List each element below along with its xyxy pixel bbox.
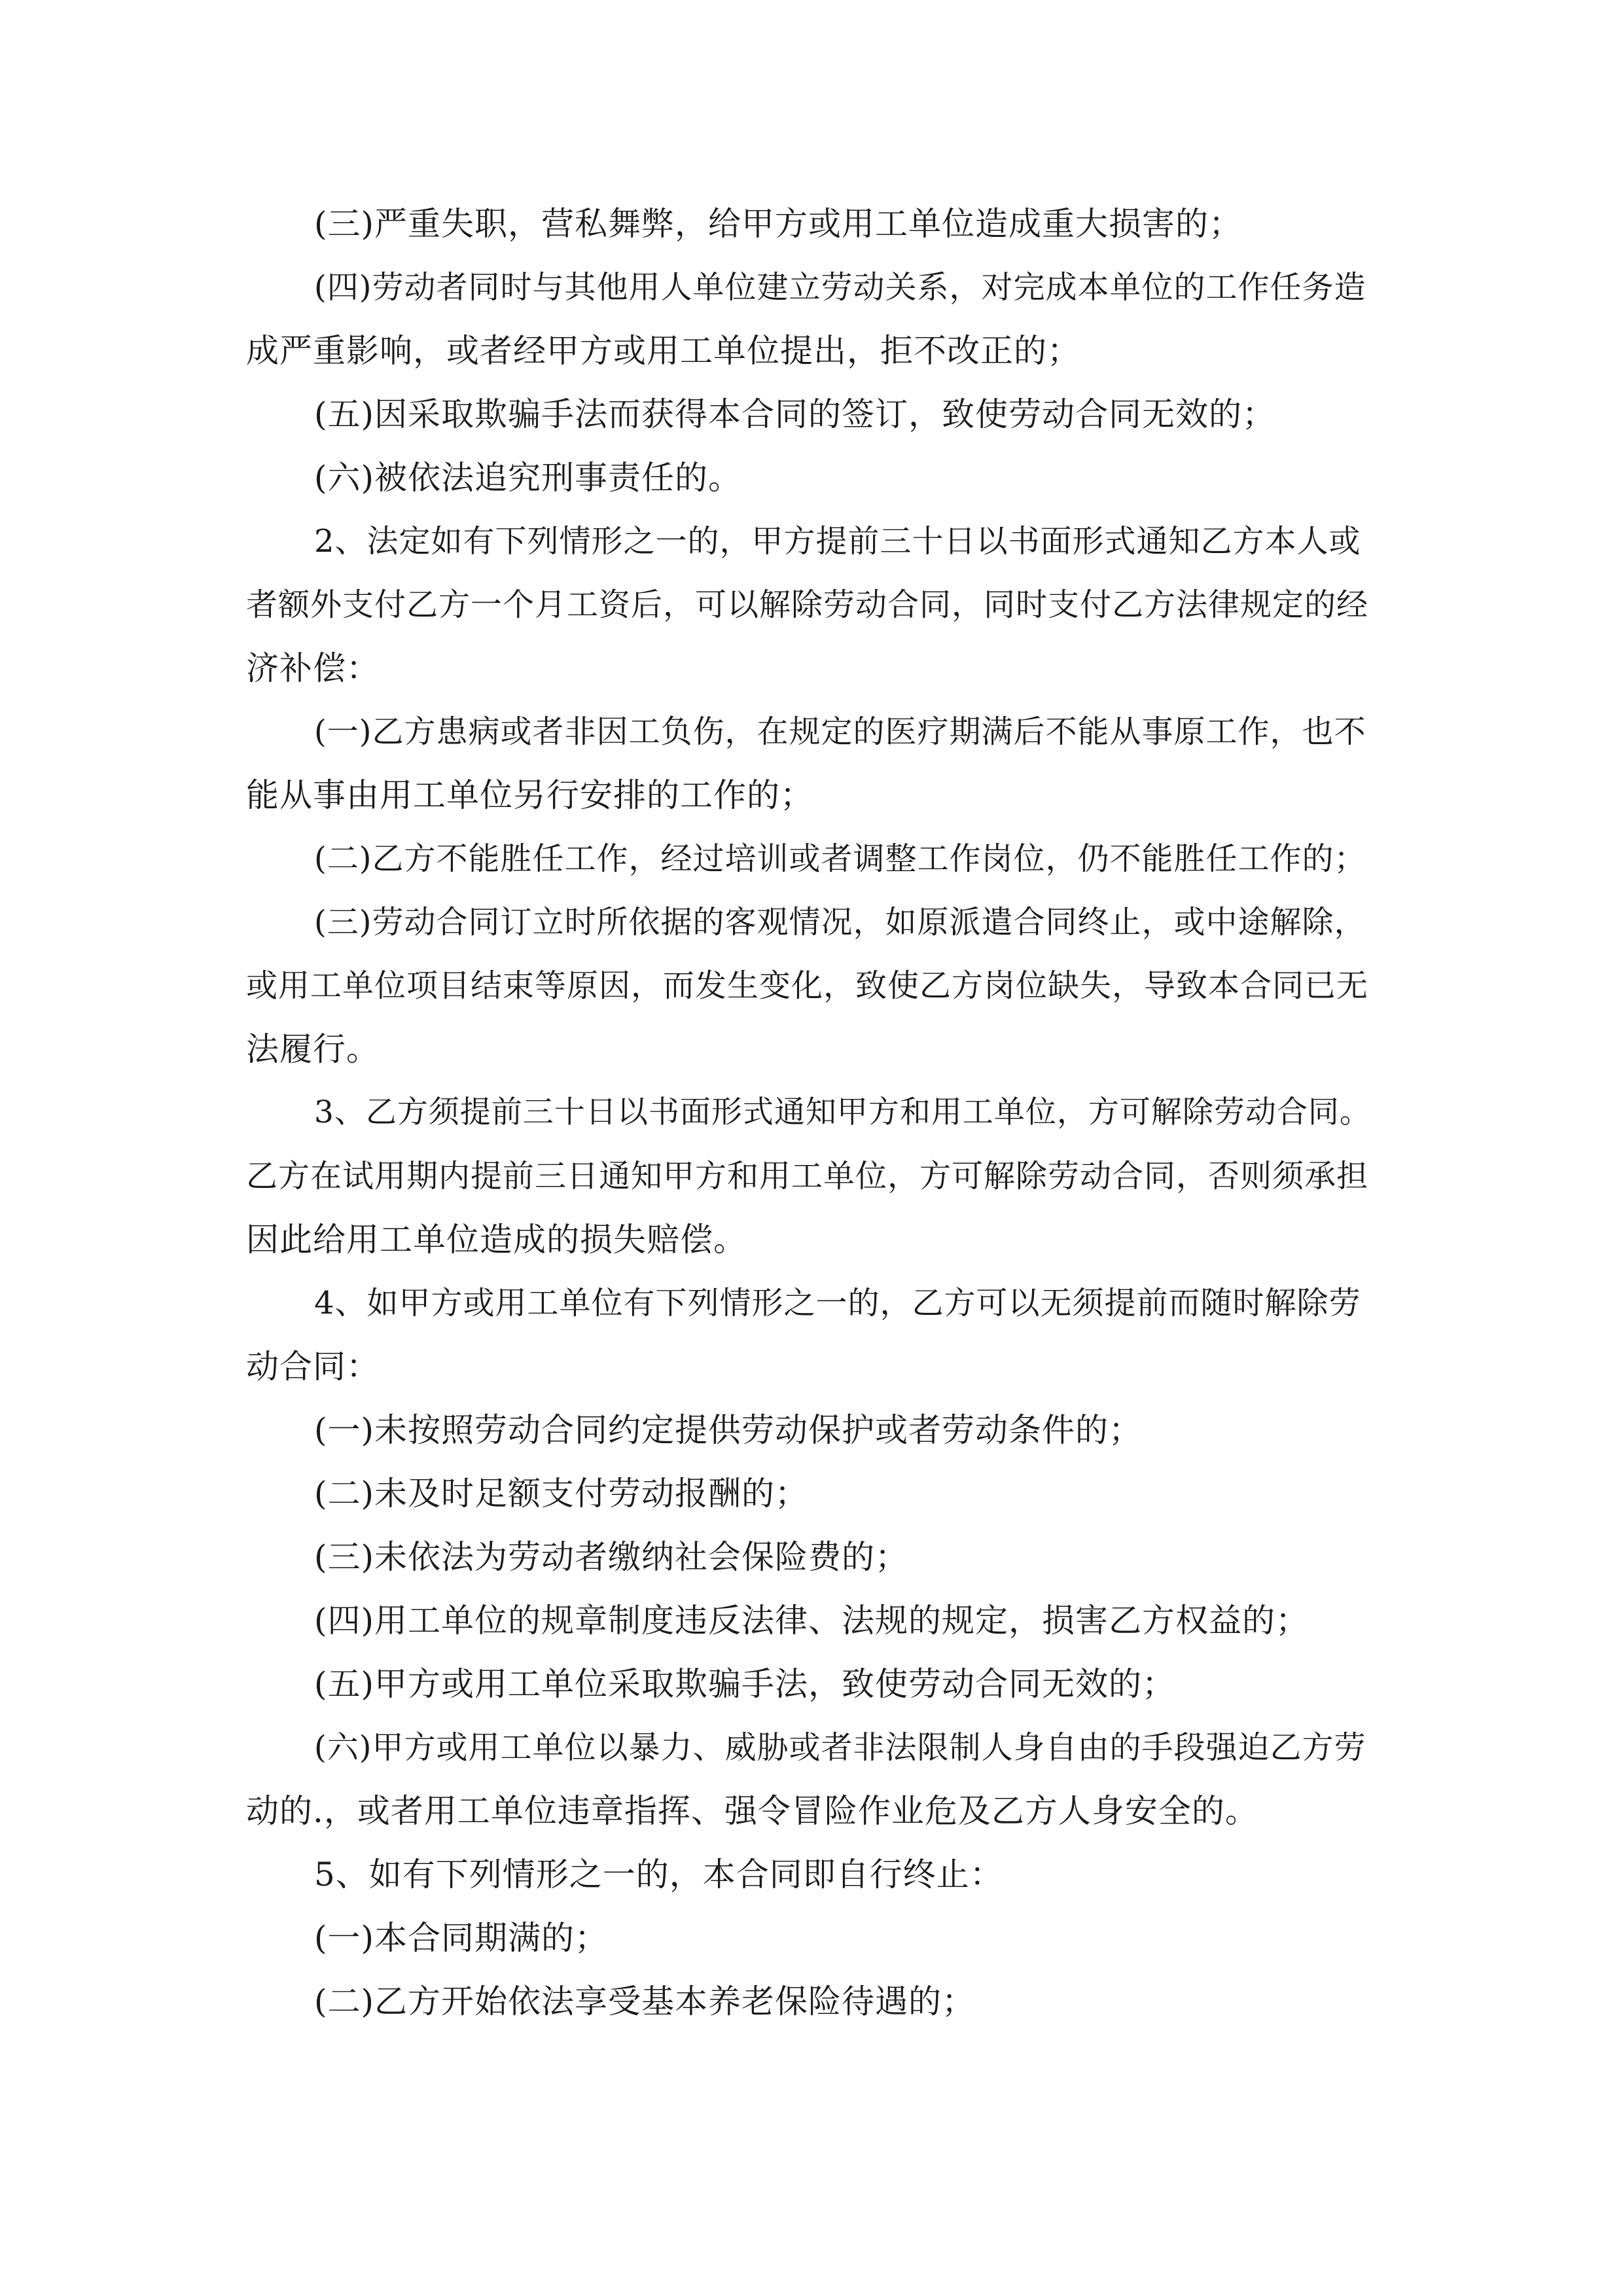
text-line: (六)甲方或用工单位以暴力、威胁或者非法限制人身自由的手段强迫乙方劳 — [314, 1729, 1366, 1766]
text-line: (三)劳动合同订立时所依据的客观情况，如原派遣合同终止，或中途解除， — [314, 904, 1366, 941]
text-line: (一)未按照劳动合同约定提供劳动保护或者劳动条件的； — [314, 1411, 1143, 1449]
text-line: (一)乙方患病或者非因工负伤，在规定的医疗期满后不能从事原工作，也不 — [314, 713, 1366, 750]
text-line: 2、法定如有下列情形之一的，甲方提前三十日以书面形式通知乙方本人或 — [314, 523, 1361, 560]
text-line: (四)劳动者同时与其他用人单位建立劳动关系，对完成本单位的工作任务造 — [314, 269, 1366, 306]
text-line: 成严重影响，或者经甲方或用工单位提出，拒不改正的； — [246, 332, 1080, 370]
text-line: 济补偿： — [246, 649, 380, 687]
text-line: 者额外支付乙方一个月工资后，可以解除劳动合同，同时支付乙方法律规定的经 — [246, 586, 1369, 623]
text-line: (一)本合同期满的； — [314, 1919, 609, 1957]
text-line: (二)未及时足额支付劳动报酬的； — [314, 1475, 809, 1513]
text-line: 能从事由用工单位另行安排的工作的； — [246, 776, 813, 814]
text-line: (二)乙方不能胜任工作，经过培训或者调整工作岗位，仍不能胜任工作的； — [314, 840, 1366, 877]
text-line: (六)被依法追究刑事责任的。 — [314, 459, 742, 497]
text-line: (五)甲方或用工单位采取欺骗手法，致使劳动合同无效的； — [314, 1665, 1176, 1703]
text-line: (三)严重失职，营私舞弊，给甲方或用工单位造成重大损害的； — [314, 205, 1243, 243]
text-line: 法履行。 — [246, 1030, 380, 1068]
text-line: 乙方在试用期内提前三日通知甲方和用工单位，方可解除劳动合同，否则须承担 — [246, 1158, 1369, 1194]
text-line: (四)用工单位的规章制度违反法律、法规的规定，损害乙方权益的； — [314, 1602, 1310, 1640]
text-line: (二)乙方开始依法享受基本养老保险待遇的； — [314, 1982, 976, 2020]
text-line: (三)未依法为劳动者缴纳社会保险费的； — [314, 1538, 909, 1576]
text-line: 或用工单位项目结束等原因，而发生变化，致使乙方岗位缺失，导致本合同已无 — [246, 967, 1369, 1004]
text-line: 动的.，或者用工单位违章指挥、强令冒险作业危及乙方人身安全的。 — [246, 1792, 1258, 1830]
text-line: (五)因采取欺骗手法而获得本合同的签订，致使劳动合同无效的； — [314, 395, 1276, 433]
text-line: 动合同： — [246, 1348, 380, 1386]
text-line: 5、如有下列情形之一的，本合同即自行终止： — [314, 1856, 1003, 1893]
text-line: 3、乙方须提前三十日以书面形式通知甲方和用工单位，方可解除劳动合同。 — [314, 1094, 1371, 1130]
text-line: 4、如甲方或用工单位有下列情形之一的，乙方可以无须提前而随时解除劳 — [314, 1285, 1361, 1321]
text-line: 因此给用工单位造成的损失赔偿。 — [246, 1221, 747, 1259]
